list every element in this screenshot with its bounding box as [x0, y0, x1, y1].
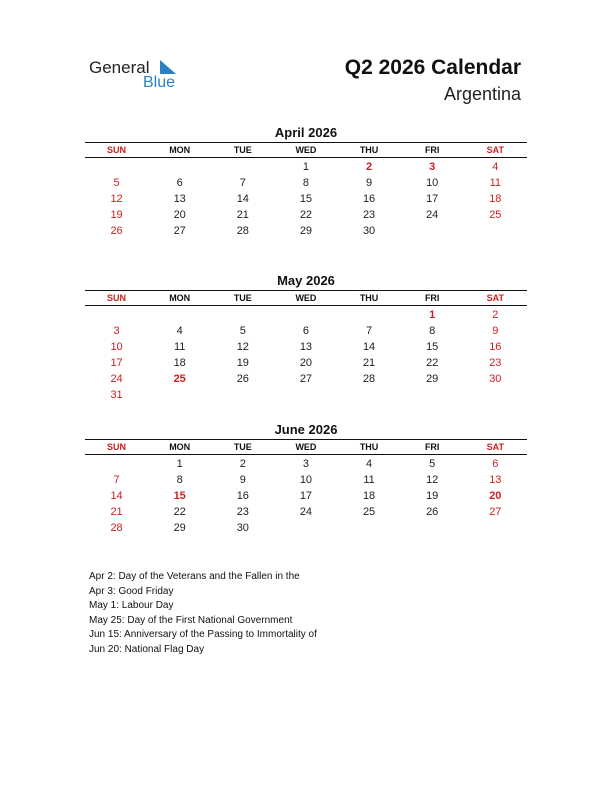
day-cell: 28	[110, 522, 123, 534]
empty-cell	[401, 387, 464, 403]
weekday-mon: MON	[169, 145, 191, 155]
day-cell: 25	[362, 506, 376, 518]
day-cell: 1	[176, 458, 183, 470]
day-cell: 9	[366, 177, 373, 189]
weekday-thu: THU	[359, 293, 379, 303]
week-row	[85, 355, 527, 371]
weekday-wed: WED	[295, 442, 317, 452]
day-cell: 25	[489, 209, 502, 221]
day-cell: 9	[492, 325, 499, 337]
holiday-notes	[89, 570, 317, 657]
week-row	[85, 456, 527, 472]
day-cell: 12	[426, 474, 439, 486]
day-cell: 19	[236, 357, 249, 369]
empty-cell	[401, 223, 464, 239]
day-cell: 25	[173, 373, 186, 385]
empty-cell	[148, 387, 211, 403]
day-cell: 24	[426, 209, 439, 221]
weekday-sat: SAT	[486, 145, 504, 155]
day-cell: 13	[173, 193, 186, 205]
empty-cell	[211, 159, 274, 175]
day-cell: 29	[173, 522, 186, 534]
day-cell: 11	[489, 177, 502, 189]
day-cell: 12	[236, 341, 249, 353]
country-name: Argentina	[443, 84, 521, 104]
day-cell: 5	[239, 325, 246, 337]
week-row	[85, 339, 527, 355]
empty-cell	[148, 159, 211, 175]
weekday-fri: FRI	[424, 145, 440, 155]
month-june	[85, 422, 527, 536]
week-row	[85, 488, 527, 504]
day-cell: 1	[302, 161, 309, 173]
day-cell: 18	[362, 490, 376, 502]
day-cell: 24	[110, 373, 123, 385]
week-row	[85, 387, 527, 403]
week-row	[85, 223, 527, 239]
weekday-wed: WED	[295, 293, 317, 303]
day-cell: 20	[173, 209, 186, 221]
weekday-header	[85, 439, 527, 455]
day-cell: 6	[492, 458, 499, 470]
weekday-sun: SUN	[107, 442, 127, 452]
day-cell: 24	[299, 506, 313, 518]
logo-general-text: General	[89, 58, 150, 77]
day-cell: 22	[299, 209, 313, 221]
holiday-note: Jun 15: Anniversary of the Passing to Immortality of	[89, 629, 317, 640]
weekday-mon: MON	[169, 442, 191, 452]
day-cell: 27	[299, 373, 313, 385]
week-row	[85, 159, 527, 175]
week-row	[85, 472, 527, 488]
empty-cell	[464, 223, 527, 239]
day-cell: 10	[426, 177, 439, 189]
weekday-thu: THU	[359, 145, 379, 155]
day-cell: 17	[110, 357, 123, 369]
day-cell: 15	[173, 490, 186, 502]
month-may	[85, 273, 527, 403]
day-cell: 8	[176, 474, 183, 486]
logo-flag-icon	[160, 60, 176, 74]
day-cell: 27	[489, 506, 502, 518]
empty-cell	[274, 520, 337, 536]
weekday-wed: WED	[295, 145, 317, 155]
month-grid	[85, 307, 527, 403]
day-cell: 2	[239, 458, 246, 470]
day-cell: 19	[110, 209, 123, 221]
holiday-note: May 25: Day of the First National Government	[89, 614, 293, 626]
day-cell: 30	[362, 225, 376, 237]
day-cell: 4	[492, 161, 499, 173]
month-grid	[85, 456, 527, 536]
day-cell: 23	[236, 506, 249, 518]
day-cell: 3	[302, 458, 309, 470]
day-cell: 30	[236, 522, 249, 534]
day-cell: 2	[366, 161, 373, 173]
day-cell: 16	[489, 341, 502, 353]
day-cell: 7	[113, 474, 120, 486]
day-cell: 29	[426, 373, 439, 385]
day-cell: 11	[173, 341, 186, 353]
day-cell: 17	[426, 193, 439, 205]
weekday-mon: MON	[169, 293, 191, 303]
day-cell: 18	[173, 357, 186, 369]
weekday-header	[85, 290, 527, 306]
day-cell: 4	[366, 458, 373, 470]
day-cell: 9	[239, 474, 246, 486]
day-cell: 4	[176, 325, 183, 337]
holiday-note: Apr 3: Good Friday	[89, 585, 174, 597]
day-cell: 21	[362, 357, 376, 369]
holiday-note: Jun 20: National Flag Day	[89, 643, 205, 655]
empty-cell	[211, 387, 274, 403]
day-cell: 11	[363, 474, 375, 486]
day-cell: 14	[110, 490, 123, 502]
day-cell: 6	[176, 177, 183, 189]
empty-cell	[274, 387, 337, 403]
day-cell: 21	[236, 209, 249, 221]
day-cell: 21	[110, 506, 123, 518]
holiday-note: Apr 2: Day of the Veterans and the Fallen in the	[89, 571, 300, 582]
week-row	[85, 175, 527, 191]
day-cell: 3	[113, 325, 120, 337]
day-cell: 5	[113, 177, 120, 189]
day-cell: 8	[302, 177, 309, 189]
week-row	[85, 504, 527, 520]
week-row	[85, 191, 527, 207]
weekday-sat: SAT	[486, 442, 504, 452]
day-cell: 27	[173, 225, 186, 237]
week-row	[85, 371, 527, 387]
day-cell: 14	[362, 341, 376, 353]
month-title: May 2026	[277, 273, 335, 288]
day-cell: 28	[236, 225, 249, 237]
day-cell: 16	[362, 193, 376, 205]
day-cell: 18	[489, 193, 502, 205]
day-cell: 10	[299, 474, 313, 486]
empty-cell	[338, 387, 401, 403]
day-cell: 28	[362, 373, 376, 385]
month-grid	[85, 159, 527, 239]
day-cell: 26	[236, 373, 249, 385]
day-cell: 8	[429, 325, 436, 337]
day-cell: 7	[239, 177, 246, 189]
empty-cell	[401, 520, 464, 536]
empty-cell	[338, 520, 401, 536]
weekday-tue: TUE	[233, 442, 252, 452]
day-cell: 26	[110, 225, 123, 237]
day-cell: 20	[489, 490, 502, 502]
brand-logo	[89, 55, 199, 95]
day-cell: 13	[489, 474, 502, 486]
day-cell: 2	[492, 309, 499, 321]
empty-cell	[85, 307, 148, 323]
empty-cell	[148, 307, 211, 323]
empty-cell	[85, 456, 148, 472]
page-title: Q2 2026 Calendar	[344, 56, 521, 79]
day-cell: 15	[299, 193, 313, 205]
day-cell: 26	[426, 506, 439, 518]
weekday-sun: SUN	[107, 145, 127, 155]
weekday-header	[85, 142, 527, 158]
day-cell: 1	[429, 309, 436, 321]
week-row	[85, 307, 527, 323]
day-cell: 31	[110, 389, 123, 401]
empty-cell	[338, 307, 401, 323]
day-cell: 20	[299, 357, 313, 369]
day-cell: 29	[299, 225, 313, 237]
weekday-fri: FRI	[424, 442, 440, 452]
week-row	[85, 207, 527, 223]
day-cell: 30	[489, 373, 502, 385]
holiday-note: May 1: Labour Day	[89, 600, 174, 611]
day-cell: 17	[299, 490, 313, 502]
week-row	[85, 323, 527, 339]
empty-cell	[464, 387, 527, 403]
weekday-sun: SUN	[107, 293, 127, 303]
weekday-sat: SAT	[486, 293, 504, 303]
day-cell: 16	[236, 490, 249, 502]
empty-cell	[274, 307, 337, 323]
day-cell: 7	[366, 325, 373, 337]
day-cell: 23	[362, 209, 376, 221]
day-cell: 6	[302, 325, 309, 337]
day-cell: 22	[426, 357, 439, 369]
month-title: June 2026	[274, 422, 338, 437]
weekday-fri: FRI	[424, 293, 440, 303]
month-april	[85, 125, 527, 239]
day-cell: 12	[110, 193, 123, 205]
day-cell: 5	[429, 458, 436, 470]
logo-blue-text: Blue	[143, 74, 176, 91]
week-row	[85, 520, 527, 536]
day-cell: 22	[173, 506, 186, 518]
day-cell: 23	[489, 357, 502, 369]
month-title: April 2026	[274, 125, 338, 140]
day-cell: 13	[299, 341, 313, 353]
empty-cell	[85, 159, 148, 175]
day-cell: 15	[426, 341, 439, 353]
weekday-tue: TUE	[233, 293, 252, 303]
day-cell: 19	[426, 490, 439, 502]
weekday-thu: THU	[359, 442, 379, 452]
empty-cell	[211, 307, 274, 323]
day-cell: 14	[236, 193, 249, 205]
weekday-tue: TUE	[233, 145, 252, 155]
day-cell: 3	[429, 161, 436, 173]
empty-cell	[464, 520, 527, 536]
day-cell: 10	[110, 341, 123, 353]
